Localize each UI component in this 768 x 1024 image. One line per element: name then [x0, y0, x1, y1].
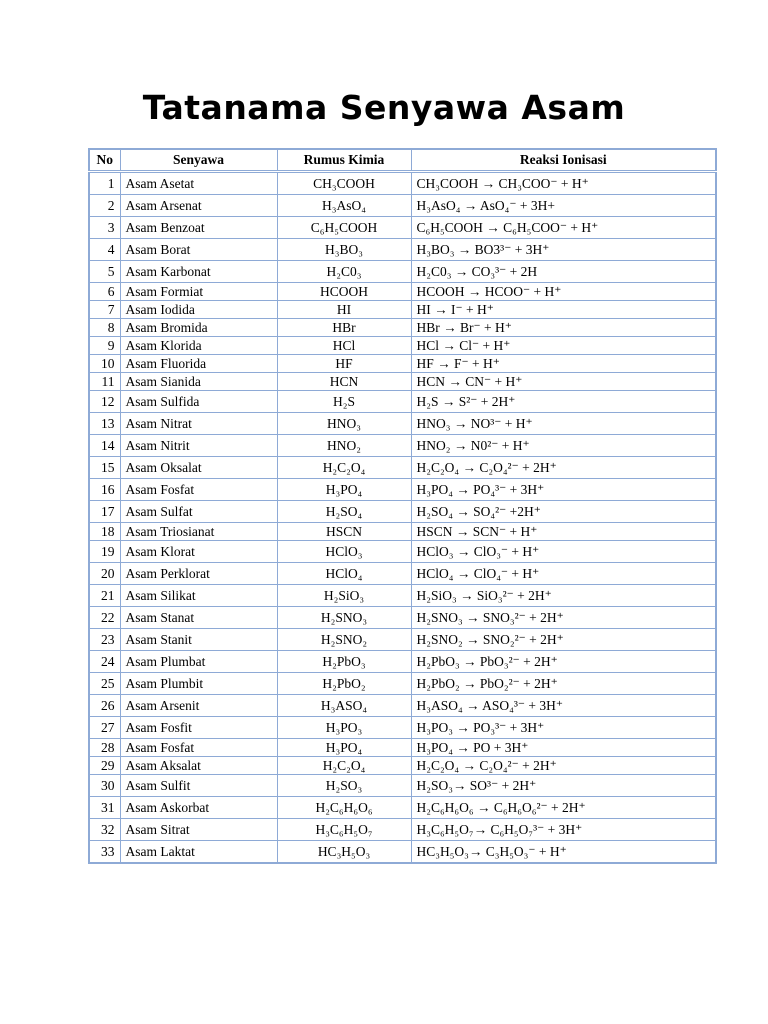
ionization-reaction: H₂SO₃→ SO³⁻ + 2H⁺: [411, 775, 716, 797]
row-number: 27: [89, 717, 120, 739]
compound-name: Asam Askorbat: [120, 797, 277, 819]
table-header-row: [89, 149, 716, 172]
ionization-reaction: H₂SNO₂ → SNO₂²⁻ + 2H⁺: [411, 629, 716, 651]
ionization-reaction: HC₃H₅O₃→ C₃H₅O₃⁻ + H⁺: [411, 841, 716, 864]
table-row: [89, 373, 716, 391]
table-row: [89, 457, 716, 479]
ionization-reaction: C₆H₅COOH → C₆H₅COO⁻ + H⁺: [411, 217, 716, 239]
table-row: [89, 172, 716, 195]
table-row: [89, 541, 716, 563]
table-row: [89, 717, 716, 739]
ionization-reaction: H₃PO₃ → PO₃³⁻ + 3H⁺: [411, 717, 716, 739]
row-number: 20: [89, 563, 120, 585]
chemical-formula: HClO₄: [277, 563, 411, 585]
row-number: 3: [89, 217, 120, 239]
table-row: [89, 413, 716, 435]
table-row: [89, 739, 716, 757]
chemical-formula: H₃AsO₄: [277, 195, 411, 217]
compound-name: Asam Sulfat: [120, 501, 277, 523]
ionization-reaction: H₃C₆H₅O₇→ C₆H₅O₇³⁻ + 3H⁺: [411, 819, 716, 841]
compound-name: Asam Karbonat: [120, 261, 277, 283]
ionization-reaction: H₂PbO₃ → PbO₃²⁻ + 2H⁺: [411, 651, 716, 673]
chemical-formula: HNO₃: [277, 413, 411, 435]
chemical-formula: H₃C₆H₅O₇: [277, 819, 411, 841]
compound-name: Asam Aksalat: [120, 757, 277, 775]
chemical-formula: H₂SNO₂: [277, 629, 411, 651]
row-number: 11: [89, 373, 120, 391]
chemical-formula: HCl: [277, 337, 411, 355]
chemical-formula: HCN: [277, 373, 411, 391]
row-number: 1: [89, 172, 120, 195]
row-number: 10: [89, 355, 120, 373]
ionization-reaction: HClO₃ → ClO₃⁻ + H⁺: [411, 541, 716, 563]
compound-name: Asam Formiat: [120, 283, 277, 301]
table-row: [89, 435, 716, 457]
chemical-formula: H₃BO₃: [277, 239, 411, 261]
ionization-reaction: HNO₂ → N0²⁻ + H⁺: [411, 435, 716, 457]
table-body: [89, 172, 716, 864]
chemical-formula: HF: [277, 355, 411, 373]
compound-name: Asam Plumbat: [120, 651, 277, 673]
chemical-formula: HBr: [277, 319, 411, 337]
compound-name: Asam Borat: [120, 239, 277, 261]
chemical-formula: H₂C₆H₆O₆: [277, 797, 411, 819]
row-number: 23: [89, 629, 120, 651]
chemical-formula: H₂SO₄: [277, 501, 411, 523]
ionization-reaction: HF → F⁻ + H⁺: [411, 355, 716, 373]
chemical-formula: H₂C0₃: [277, 261, 411, 283]
table-row: [89, 695, 716, 717]
compound-name: Asam Sulfit: [120, 775, 277, 797]
ionization-reaction: H₃PO₄ → PO₄³⁻ + 3H⁺: [411, 479, 716, 501]
table-row: [89, 501, 716, 523]
chemical-formula: HNO₂: [277, 435, 411, 457]
ionization-reaction: HNO₃ → NO³⁻ + H⁺: [411, 413, 716, 435]
compound-name: Asam Triosianat: [120, 523, 277, 541]
ionization-reaction: H₂C0₃ → CO₃³⁻ + 2H: [411, 261, 716, 283]
compound-name: Asam Fosfat: [120, 479, 277, 501]
row-number: 14: [89, 435, 120, 457]
ionization-reaction: CH₃COOH → CH₃COO⁻ + H⁺: [411, 172, 716, 195]
table-row: [89, 391, 716, 413]
chemical-formula: CH₃COOH: [277, 172, 411, 195]
compound-name: Asam Iodida: [120, 301, 277, 319]
chemical-formula: H₃PO₄: [277, 479, 411, 501]
row-number: 31: [89, 797, 120, 819]
chemical-formula: H₂PbO₂: [277, 673, 411, 695]
compound-name: Asam Perklorat: [120, 563, 277, 585]
table-row: [89, 841, 716, 864]
compound-name: Asam Plumbit: [120, 673, 277, 695]
table-row: [89, 301, 716, 319]
chemical-formula: H₂S: [277, 391, 411, 413]
chemical-formula: HI: [277, 301, 411, 319]
row-number: 26: [89, 695, 120, 717]
compound-name: Asam Nitrat: [120, 413, 277, 435]
compound-name: Asam Sulfida: [120, 391, 277, 413]
compound-name: Asam Laktat: [120, 841, 277, 864]
chemical-formula: H₂PbO₃: [277, 651, 411, 673]
ionization-reaction: H₂SNO₃ → SNO₃²⁻ + 2H⁺: [411, 607, 716, 629]
row-number: 19: [89, 541, 120, 563]
ionization-reaction: H₃AsO₄ → AsO₄⁻ + 3H+: [411, 195, 716, 217]
ionization-reaction: H₃ASO₄ → ASO₄³⁻ + 3H⁺: [411, 695, 716, 717]
compound-name: Asam Nitrit: [120, 435, 277, 457]
ionization-reaction: H₂C₆H₆O₆ → C₆H₆O₆²⁻ + 2H⁺: [411, 797, 716, 819]
row-number: 33: [89, 841, 120, 864]
row-number: 25: [89, 673, 120, 695]
row-number: 29: [89, 757, 120, 775]
ionization-reaction: HBr → Br⁻ + H⁺: [411, 319, 716, 337]
chemical-formula: H₂C₂O₄: [277, 757, 411, 775]
table-row: [89, 479, 716, 501]
row-number: 6: [89, 283, 120, 301]
ionization-reaction: HSCN → SCN⁻ + H⁺: [411, 523, 716, 541]
ionization-reaction: HCN → CN⁻ + H⁺: [411, 373, 716, 391]
row-number: 15: [89, 457, 120, 479]
ionization-reaction: HCOOH → HCOO⁻ + H⁺: [411, 283, 716, 301]
table-row: [89, 261, 716, 283]
chemical-formula: H₂SNO₃: [277, 607, 411, 629]
row-number: 4: [89, 239, 120, 261]
row-number: 21: [89, 585, 120, 607]
table-row: [89, 217, 716, 239]
table-row: [89, 651, 716, 673]
compound-name: Asam Arsenat: [120, 195, 277, 217]
header-no: No: [89, 149, 120, 172]
table-row: [89, 673, 716, 695]
header-reaction: Reaksi Ionisasi: [411, 149, 716, 172]
row-number: 9: [89, 337, 120, 355]
chemical-formula: HClO₃: [277, 541, 411, 563]
chemical-formula: H₃ASO₄: [277, 695, 411, 717]
row-number: 13: [89, 413, 120, 435]
compound-name: Asam Stanit: [120, 629, 277, 651]
row-number: 32: [89, 819, 120, 841]
chemical-formula: C₆H₅COOH: [277, 217, 411, 239]
table-row: [89, 283, 716, 301]
table-row: [89, 239, 716, 261]
document-title: Tatanama Senyawa Asam: [142, 88, 626, 127]
ionization-reaction: H₂PbO₂ → PbO₂²⁻ + 2H⁺: [411, 673, 716, 695]
table-row: [89, 775, 716, 797]
row-number: 22: [89, 607, 120, 629]
ionization-reaction: H₂SO₄ → SO₄²⁻ +2H⁺: [411, 501, 716, 523]
compound-name: Asam Fosfat: [120, 739, 277, 757]
table-row: [89, 757, 716, 775]
table-row: [89, 797, 716, 819]
row-number: 12: [89, 391, 120, 413]
compound-name: Asam Bromida: [120, 319, 277, 337]
compound-name: Asam Arsenit: [120, 695, 277, 717]
ionization-reaction: HI → I⁻ + H⁺: [411, 301, 716, 319]
row-number: 7: [89, 301, 120, 319]
chemical-formula: H₃PO₄: [277, 739, 411, 757]
ionization-reaction: H₃PO₄ → PO + 3H⁺: [411, 739, 716, 757]
compound-name: Asam Klorat: [120, 541, 277, 563]
ionization-reaction: H₂S → S²⁻ + 2H⁺: [411, 391, 716, 413]
chemical-formula: H₂SO₃: [277, 775, 411, 797]
row-number: 24: [89, 651, 120, 673]
table-row: [89, 563, 716, 585]
compound-name: Asam Oksalat: [120, 457, 277, 479]
row-number: 17: [89, 501, 120, 523]
table-row: [89, 523, 716, 541]
table-row: [89, 355, 716, 373]
row-number: 2: [89, 195, 120, 217]
compound-name: Asam Stanat: [120, 607, 277, 629]
compound-name: Asam Asetat: [120, 172, 277, 195]
chemical-formula: H₃PO₃: [277, 717, 411, 739]
ionization-reaction: HClO₄ → ClO₄⁻ + H⁺: [411, 563, 716, 585]
chemical-formula: H₂SiO₃: [277, 585, 411, 607]
row-number: 5: [89, 261, 120, 283]
table-row: [89, 819, 716, 841]
chemical-formula: HSCN: [277, 523, 411, 541]
ionization-reaction: H₂SiO₃ → SiO₃²⁻ + 2H⁺: [411, 585, 716, 607]
compound-name: Asam Fluorida: [120, 355, 277, 373]
ionization-reaction: H₃BO₃ → BO3³⁻ + 3H⁺: [411, 239, 716, 261]
row-number: 30: [89, 775, 120, 797]
ionization-reaction: H₂C₂O₄ → C₂O₄²⁻ + 2H⁺: [411, 757, 716, 775]
ionization-reaction: HCl → Cl⁻ + H⁺: [411, 337, 716, 355]
compound-name: Asam Sianida: [120, 373, 277, 391]
acid-nomenclature-table: [88, 148, 717, 864]
table-row: [89, 319, 716, 337]
row-number: 16: [89, 479, 120, 501]
compound-name: Asam Benzoat: [120, 217, 277, 239]
compound-name: Asam Fosfit: [120, 717, 277, 739]
table-row: [89, 585, 716, 607]
table-row: [89, 607, 716, 629]
chemical-formula: H₂C₂O₄: [277, 457, 411, 479]
row-number: 8: [89, 319, 120, 337]
compound-name: Asam Silikat: [120, 585, 277, 607]
table-row: [89, 195, 716, 217]
chemical-formula: HC₃H₅O₃: [277, 841, 411, 864]
row-number: 28: [89, 739, 120, 757]
chemical-formula: HCOOH: [277, 283, 411, 301]
header-compound: Senyawa: [120, 149, 277, 172]
header-formula: Rumus Kimia: [277, 149, 411, 172]
table-row: [89, 337, 716, 355]
row-number: 18: [89, 523, 120, 541]
compound-name: Asam Klorida: [120, 337, 277, 355]
table-row: [89, 629, 716, 651]
ionization-reaction: H₂C₂O₄ → C₂O₄²⁻ + 2H⁺: [411, 457, 716, 479]
compound-name: Asam Sitrat: [120, 819, 277, 841]
